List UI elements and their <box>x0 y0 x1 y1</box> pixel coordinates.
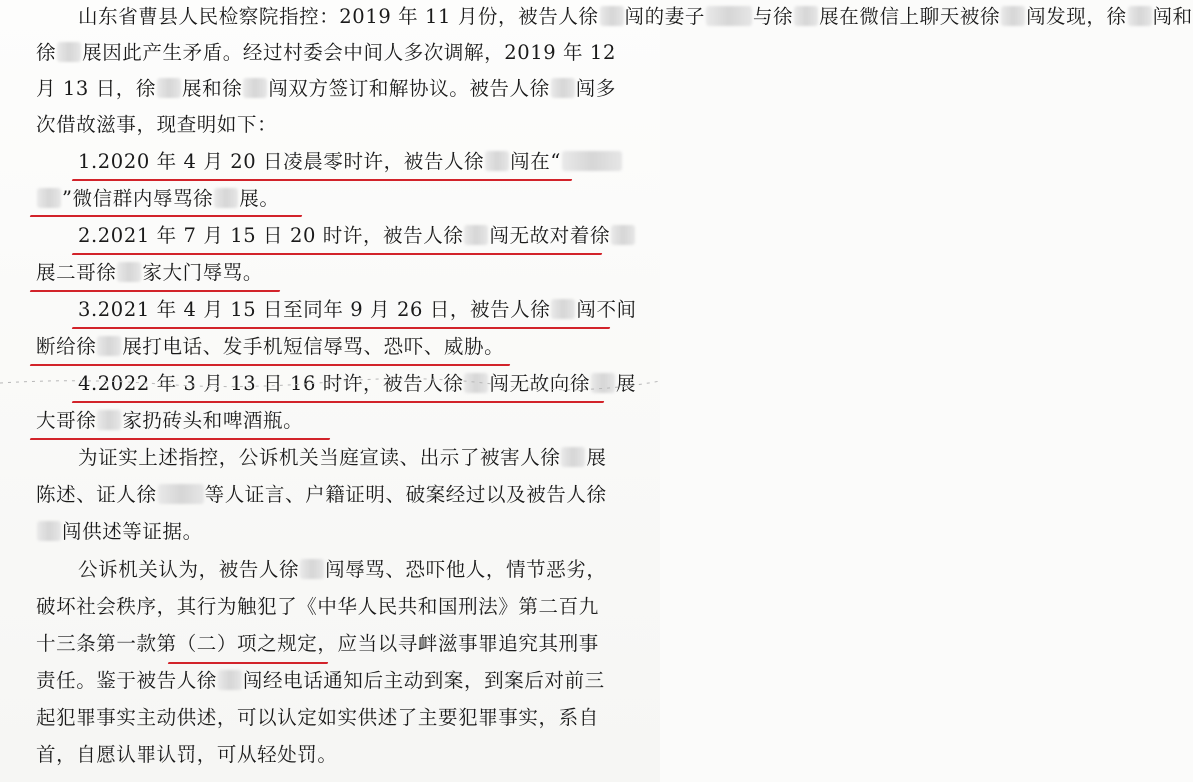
text-segment: 闯发现，徐 <box>1026 5 1127 28</box>
text-segment: 展和徐 <box>182 77 243 100</box>
text-segment: 闯双方签订和解协议。被告人徐 <box>268 77 550 100</box>
text-line <box>78 443 738 473</box>
text-segment: 闯和 <box>1152 5 1193 28</box>
redacted-name <box>97 410 121 430</box>
text-line <box>78 295 738 325</box>
redacted-name <box>794 6 818 26</box>
text-segment: 3.2021 年 4 月 15 日至同年 9 月 26 日，被告人徐 <box>78 298 551 321</box>
text-segment: 起犯罪事实主动供述，可以认定如实供述了主要犯罪事实，系自 <box>36 706 599 729</box>
text-line <box>36 740 696 770</box>
text-segment: 2.2021 年 7 月 15 日 20 时许，被告人徐 <box>78 224 464 247</box>
redacted-name <box>117 262 141 282</box>
redacted-name <box>611 225 635 245</box>
text-segment: 山东省曹县人民检察院指控：2019 年 11 月份，被告人徐 <box>78 5 599 28</box>
text-line <box>78 221 738 251</box>
red-underline <box>72 401 605 403</box>
text-segment: 闯多 <box>575 77 616 100</box>
redacted-name <box>218 670 242 690</box>
text-segment: 展 <box>615 372 637 395</box>
text-segment: 闯无故对着徐 <box>489 224 611 247</box>
text-segment: 等人证言、户籍证明、破案经过以及被告人徐 <box>204 483 607 506</box>
text-line <box>78 147 738 177</box>
text-line <box>36 703 696 733</box>
text-segment: 闯无故向徐 <box>489 372 590 395</box>
redacted-name <box>37 521 61 541</box>
text-line <box>36 184 696 214</box>
text-segment: 展。 <box>239 187 280 210</box>
redacted-name <box>158 484 204 504</box>
redacted-name <box>1001 6 1025 26</box>
redacted-name <box>57 42 81 62</box>
redacted-name <box>214 188 238 208</box>
text-segment: 破坏社会秩序，其行为触犯了《中华人民共和国刑法》第二百九 <box>36 595 599 618</box>
red-underline <box>72 253 603 255</box>
text-segment: 4.2022 年 3 月 13 日 16 时许，被告人徐 <box>78 372 464 395</box>
redacted-name <box>37 188 61 208</box>
redacted-name <box>706 6 752 26</box>
text-segment: 闯辱骂、恐吓他人，情节恶劣， <box>325 558 607 581</box>
text-segment: 展打电话、发手机短信辱骂、恐吓、威胁。 <box>122 335 505 358</box>
redacted-name <box>97 336 121 356</box>
red-underline <box>30 438 331 440</box>
red-underline <box>30 364 511 366</box>
text-segment: 闯供述等证据。 <box>62 520 203 543</box>
red-underline <box>30 290 281 292</box>
red-underline <box>72 327 611 329</box>
text-segment: 首，自愿认罪认罚，可从轻处罚。 <box>36 743 338 766</box>
text-segment: 次借故滋事，现查明如下： <box>36 113 278 136</box>
redacted-name <box>551 299 575 319</box>
text-line <box>36 517 696 547</box>
text-segment: 月 13 日，徐 <box>36 77 157 100</box>
text-segment: 闯经电话通知后主动到案，到案后对前三 <box>242 669 605 692</box>
text-segment: 徐 <box>36 41 57 64</box>
redacted-name <box>464 225 488 245</box>
paper-fold-crease <box>0 376 660 390</box>
text-line <box>78 2 1193 32</box>
text-line <box>36 74 696 104</box>
text-segment: 家扔砖头和啤酒瓶。 <box>122 409 304 432</box>
text-line <box>36 110 696 140</box>
text-segment: 展因此产生矛盾。经过村委会中间人多次调解，2019 年 12 <box>82 41 616 64</box>
text-segment: 十三条第一款第（二）项之规定，应当以寻衅滋事罪追究其刑事 <box>36 632 599 655</box>
redacted-name <box>561 447 585 467</box>
text-segment: 闯不间 <box>576 298 637 321</box>
text-segment: 公诉机关认为，被告人徐 <box>78 558 300 581</box>
text-line <box>36 666 696 696</box>
text-line <box>36 480 696 510</box>
text-segment: 展二哥徐 <box>36 261 117 284</box>
redacted-name <box>562 151 622 171</box>
redacted-name <box>485 151 509 171</box>
text-segment: 展在微信上聊天被徐 <box>819 5 1001 28</box>
redacted-name <box>300 559 324 579</box>
text-segment: 1.2020 年 4 月 20 日凌晨零时许，被告人徐 <box>78 150 485 173</box>
red-underline <box>72 179 573 181</box>
red-underline <box>168 662 329 664</box>
text-line <box>36 406 696 436</box>
text-segment: 大哥徐 <box>36 409 97 432</box>
text-line <box>78 555 738 585</box>
text-line <box>36 332 696 362</box>
text-segment: 闯的妻子 <box>624 5 705 28</box>
text-line <box>36 258 696 288</box>
redacted-name <box>600 6 624 26</box>
text-line <box>36 38 696 68</box>
red-underline <box>30 215 303 217</box>
redacted-name <box>1128 6 1152 26</box>
text-line <box>36 629 696 659</box>
text-segment: 闯在“ <box>510 150 561 173</box>
text-segment: 与徐 <box>752 5 794 28</box>
text-segment: 责任。鉴于被告人徐 <box>36 669 217 692</box>
text-line <box>36 592 696 622</box>
text-segment: 展 <box>586 446 607 469</box>
redacted-name <box>243 78 267 98</box>
redacted-name <box>551 78 575 98</box>
text-segment: 家大门辱骂。 <box>142 261 264 284</box>
text-segment: ”微信群内辱骂徐 <box>62 187 214 210</box>
redacted-name <box>157 78 181 98</box>
text-segment: 断给徐 <box>36 335 97 358</box>
text-segment: 陈述、证人徐 <box>36 483 157 506</box>
text-segment: 为证实上述指控，公诉机关当庭宣读、出示了被害人徐 <box>78 446 561 469</box>
